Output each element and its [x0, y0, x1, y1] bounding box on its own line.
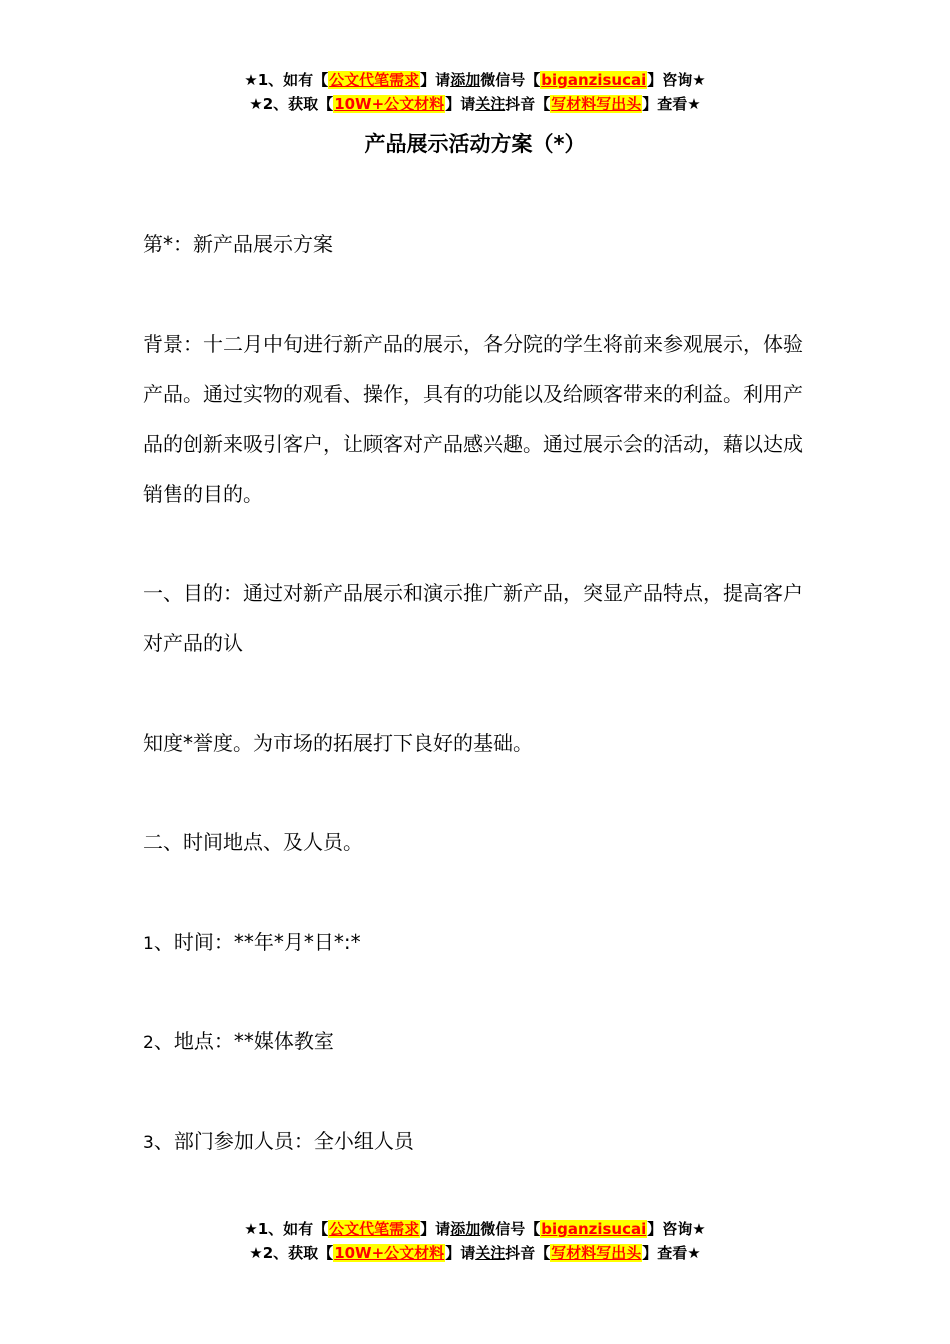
banner-underline: 关注 — [475, 95, 506, 113]
banner-highlight: 公文代笔需求 — [329, 71, 420, 89]
banner-text: 】咨询★ — [647, 71, 706, 89]
banner-highlight: biganzisucai — [541, 1220, 647, 1238]
list-number: 2 — [143, 1033, 154, 1053]
banner-highlight: biganzisucai — [541, 71, 647, 89]
banner-underline: 添加 — [450, 1220, 481, 1238]
banner-text: ★2、获取【 — [249, 95, 334, 113]
banner-text: 】请 — [420, 71, 451, 89]
banner-text: 】查看★ — [642, 95, 701, 113]
banner-highlight: 写材料写出头 — [551, 95, 642, 113]
background-paragraph: 背景：十二月中旬进行新产品的展示，各分院的学生将前来参观展示，体验产品。通过实物的观看、操作，具有的功能以及给顾客带来的利益。利用产品的创新来吸引客户，让顾客对产品感兴趣。通过展示会的活动，藉以达成销售的目的。 — [143, 332, 803, 506]
list-text: 、时间：**年*月*日*:* — [153, 930, 361, 954]
banner-text: ★1、如有【 — [244, 71, 329, 89]
document-title: 产品展示活动方案（*） — [364, 132, 586, 156]
banner-underline: 关注 — [475, 1244, 506, 1262]
list-item-participants — [143, 1116, 815, 1168]
section-heading: 第*：新产品展示方案 — [143, 232, 333, 256]
list-number: 3 — [143, 1133, 154, 1153]
banner-highlight: 公文代笔需求 — [329, 1220, 420, 1238]
banner-text: 微信号【 — [480, 71, 541, 89]
footer-banner — [0, 1217, 950, 1265]
purpose-paragraph-continued: 知度*誉度。为市场的拓展打下良好的基础。 — [143, 731, 533, 755]
banner-highlight: 10W+公文材料 — [334, 1244, 445, 1262]
purpose-paragraph: 一、目的：通过对新产品展示和演示推广新产品，突显产品特点，提高客户对产品的认 — [143, 581, 803, 655]
banner-text: ★1、如有【 — [244, 1220, 329, 1238]
banner-text: 】请 — [445, 1244, 476, 1262]
banner-text: 】查看★ — [642, 1244, 701, 1262]
list-item-place — [143, 1016, 815, 1068]
banner-text: 微信号【 — [480, 1220, 541, 1238]
list-number: 1 — [143, 934, 154, 954]
list-item-time — [143, 917, 815, 969]
banner-text: 】请 — [445, 95, 476, 113]
list-text: 、部门参加人员：全小组人员 — [153, 1129, 414, 1153]
header-banner — [0, 68, 950, 116]
banner-highlight: 写材料写出头 — [551, 1244, 642, 1262]
banner-text: 抖音【 — [505, 95, 551, 113]
banner-text: 抖音【 — [505, 1244, 551, 1262]
time-place-heading: 二、时间地点、及人员。 — [143, 830, 363, 854]
banner-underline: 添加 — [450, 71, 481, 89]
banner-highlight: 10W+公文材料 — [334, 95, 445, 113]
banner-line-2 — [0, 92, 950, 116]
banner-text: 】请 — [420, 1220, 451, 1238]
banner-line-1 — [0, 1217, 950, 1241]
banner-line-2 — [0, 1241, 950, 1265]
banner-text: 】咨询★ — [647, 1220, 706, 1238]
banner-line-1 — [0, 68, 950, 92]
list-text: 、地点：**媒体教室 — [153, 1029, 334, 1053]
banner-text: ★2、获取【 — [249, 1244, 334, 1262]
